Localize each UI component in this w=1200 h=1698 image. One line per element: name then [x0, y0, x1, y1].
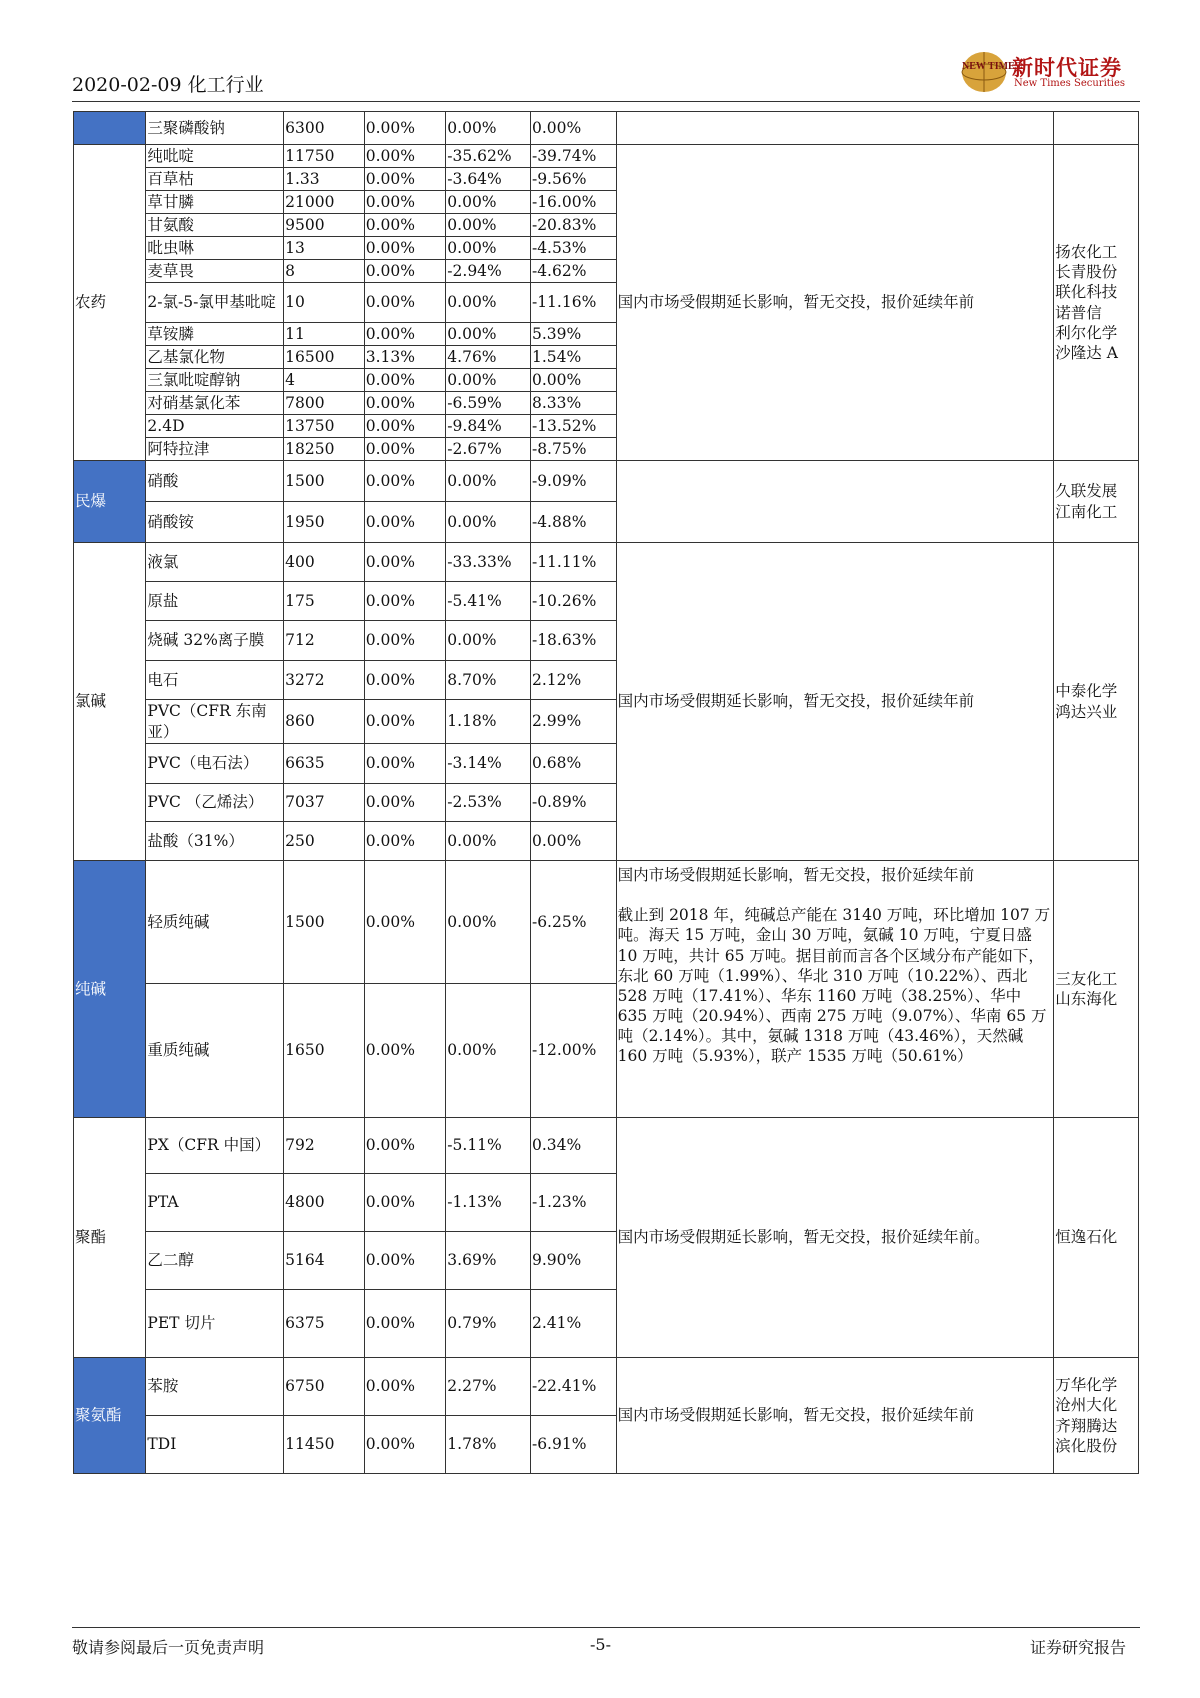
- price-cell: 792: [284, 1118, 365, 1174]
- product-cell: 乙基氯化物: [146, 346, 284, 369]
- product-cell: PVC（CFR 东南亚）: [146, 700, 284, 744]
- related-companies-cell: 三友化工 山东海化: [1054, 861, 1139, 1118]
- market-comment-cell: [616, 461, 1054, 543]
- price-cell: 16500: [284, 346, 365, 369]
- category-cell: [74, 112, 146, 145]
- year-change-cell: -22.41%: [530, 1358, 616, 1416]
- week-change-cell: 0.00%: [364, 582, 446, 621]
- month-change-cell: 0.00%: [446, 237, 531, 260]
- month-change-cell: -33.33%: [446, 543, 531, 582]
- product-cell: 麦草畏: [146, 260, 284, 283]
- category-cell: 聚酯: [74, 1118, 146, 1358]
- product-cell: 草甘膦: [146, 191, 284, 214]
- logo-globe-icon: [958, 50, 1021, 94]
- related-companies-cell: [1054, 112, 1139, 145]
- week-change-cell: 0.00%: [364, 543, 446, 582]
- product-cell: 2-氯-5-氯甲基吡啶: [146, 283, 284, 323]
- year-change-cell: -9.09%: [530, 461, 616, 502]
- year-change-cell: -4.62%: [530, 260, 616, 283]
- company-logo: [958, 50, 1138, 94]
- week-change-cell: 0.00%: [364, 984, 446, 1118]
- month-change-cell: -2.53%: [446, 784, 531, 822]
- product-cell: 百草枯: [146, 168, 284, 191]
- price-cell: 1950: [284, 502, 365, 543]
- product-cell: 纯吡啶: [146, 145, 284, 168]
- month-change-cell: 0.00%: [446, 822, 531, 861]
- product-cell: PVC（电石法）: [146, 744, 284, 784]
- month-change-cell: 0.00%: [446, 461, 531, 502]
- price-cell: 1500: [284, 461, 365, 502]
- price-cell: 6635: [284, 744, 365, 784]
- price-cell: 21000: [284, 191, 365, 214]
- related-companies-cell: 万华化学 沧州大化 齐翔腾达 滨化股份: [1054, 1358, 1139, 1474]
- year-change-cell: 0.34%: [530, 1118, 616, 1174]
- price-cell: 7800: [284, 392, 365, 415]
- week-change-cell: 0.00%: [364, 822, 446, 861]
- product-cell: 2.4D: [146, 415, 284, 438]
- year-change-cell: -6.25%: [530, 861, 616, 984]
- year-change-cell: -20.83%: [530, 214, 616, 237]
- price-cell: 4: [284, 369, 365, 392]
- product-cell: 三聚磷酸钠: [146, 112, 284, 145]
- month-change-cell: 2.27%: [446, 1358, 531, 1416]
- month-change-cell: 0.00%: [446, 323, 531, 346]
- month-change-cell: -3.14%: [446, 744, 531, 784]
- product-cell: 对硝基氯化苯: [146, 392, 284, 415]
- product-cell: 乙二醇: [146, 1232, 284, 1290]
- price-cell: 175: [284, 582, 365, 621]
- year-change-cell: -4.88%: [530, 502, 616, 543]
- year-change-cell: 0.68%: [530, 744, 616, 784]
- product-cell: 草铵膦: [146, 323, 284, 346]
- year-change-cell: -12.00%: [530, 984, 616, 1118]
- category-cell: 农药: [74, 145, 146, 461]
- header-divider: [72, 101, 1140, 102]
- month-change-cell: 0.00%: [446, 112, 531, 145]
- price-cell: 712: [284, 621, 365, 661]
- year-change-cell: -0.89%: [530, 784, 616, 822]
- month-change-cell: 0.00%: [446, 621, 531, 661]
- month-change-cell: 4.76%: [446, 346, 531, 369]
- table-row: [74, 543, 1139, 582]
- product-cell: 液氯: [146, 543, 284, 582]
- table-row: [74, 145, 1139, 168]
- month-change-cell: -1.13%: [446, 1174, 531, 1232]
- product-cell: 原盐: [146, 582, 284, 621]
- year-change-cell: 5.39%: [530, 323, 616, 346]
- price-cell: 9500: [284, 214, 365, 237]
- price-cell: 6300: [284, 112, 365, 145]
- month-change-cell: 8.70%: [446, 661, 531, 700]
- week-change-cell: 0.00%: [364, 323, 446, 346]
- related-companies-cell: 中泰化学 鸿达兴业: [1054, 543, 1139, 861]
- product-cell: 盐酸（31%）: [146, 822, 284, 861]
- product-cell: 苯胺: [146, 1358, 284, 1416]
- table-row: [74, 1118, 1139, 1174]
- price-cell: 250: [284, 822, 365, 861]
- week-change-cell: 0.00%: [364, 112, 446, 145]
- month-change-cell: -2.67%: [446, 438, 531, 461]
- logo-mark-text: NEW TIMES: [962, 61, 1021, 72]
- month-change-cell: 0.00%: [446, 861, 531, 984]
- price-cell: 13750: [284, 415, 365, 438]
- week-change-cell: 0.00%: [364, 1118, 446, 1174]
- week-change-cell: 0.00%: [364, 461, 446, 502]
- week-change-cell: 0.00%: [364, 237, 446, 260]
- week-change-cell: 0.00%: [364, 1416, 446, 1474]
- product-cell: 甘氨酸: [146, 214, 284, 237]
- page-number: -5-: [590, 1635, 611, 1654]
- year-change-cell: 2.99%: [530, 700, 616, 744]
- price-cell: 6375: [284, 1290, 365, 1358]
- week-change-cell: 0.00%: [364, 1232, 446, 1290]
- week-change-cell: 0.00%: [364, 1290, 446, 1358]
- table-row: [74, 112, 1139, 145]
- month-change-cell: 0.79%: [446, 1290, 531, 1358]
- month-change-cell: -5.41%: [446, 582, 531, 621]
- price-cell: 8: [284, 260, 365, 283]
- month-change-cell: 1.18%: [446, 700, 531, 744]
- product-cell: 硝酸: [146, 461, 284, 502]
- year-change-cell: 9.90%: [530, 1232, 616, 1290]
- product-cell: 三氯吡啶醇钠: [146, 369, 284, 392]
- price-cell: 4800: [284, 1174, 365, 1232]
- price-cell: 18250: [284, 438, 365, 461]
- price-cell: 7037: [284, 784, 365, 822]
- market-comment-cell: 国内市场受假期延长影响，暂无交投，报价延续年前: [616, 543, 1054, 861]
- week-change-cell: 0.00%: [364, 784, 446, 822]
- category-cell: 民爆: [74, 461, 146, 543]
- table-row: [74, 461, 1139, 502]
- product-cell: PX（CFR 中国）: [146, 1118, 284, 1174]
- month-change-cell: 3.69%: [446, 1232, 531, 1290]
- month-change-cell: 0.00%: [446, 502, 531, 543]
- market-comment-cell: 国内市场受假期延长影响，暂无交投，报价延续年前: [616, 1358, 1054, 1474]
- price-cell: 400: [284, 543, 365, 582]
- week-change-cell: 0.00%: [364, 392, 446, 415]
- product-cell: 吡虫啉: [146, 237, 284, 260]
- year-change-cell: 0.00%: [530, 112, 616, 145]
- year-change-cell: -18.63%: [530, 621, 616, 661]
- product-cell: PTA: [146, 1174, 284, 1232]
- month-change-cell: 0.00%: [446, 369, 531, 392]
- product-cell: 硝酸铵: [146, 502, 284, 543]
- product-cell: 重质纯碱: [146, 984, 284, 1118]
- related-companies-cell: 久联发展 江南化工: [1054, 461, 1139, 543]
- week-change-cell: 0.00%: [364, 438, 446, 461]
- product-cell: 电石: [146, 661, 284, 700]
- year-change-cell: -4.53%: [530, 237, 616, 260]
- week-change-cell: 0.00%: [364, 502, 446, 543]
- market-comment-cell: 国内市场受假期延长影响，暂无交投，报价延续年前。: [616, 1118, 1054, 1358]
- week-change-cell: 0.00%: [364, 260, 446, 283]
- week-change-cell: 0.00%: [364, 1174, 446, 1232]
- month-change-cell: -5.11%: [446, 1118, 531, 1174]
- footer-divider: [72, 1627, 1140, 1628]
- week-change-cell: 0.00%: [364, 369, 446, 392]
- product-cell: 烧碱 32%离子膜: [146, 621, 284, 661]
- product-cell: TDI: [146, 1416, 284, 1474]
- market-comment-cell: [616, 112, 1054, 145]
- year-change-cell: -1.23%: [530, 1174, 616, 1232]
- week-change-cell: 0.00%: [364, 744, 446, 784]
- month-change-cell: 0.00%: [446, 984, 531, 1118]
- table-row: [74, 861, 1139, 984]
- year-change-cell: -10.26%: [530, 582, 616, 621]
- month-change-cell: 1.78%: [446, 1416, 531, 1474]
- price-cell: 1650: [284, 984, 365, 1118]
- header-date-title: 2020-02-09 化工行业: [72, 74, 264, 96]
- year-change-cell: 0.00%: [530, 369, 616, 392]
- price-cell: 1.33: [284, 168, 365, 191]
- week-change-cell: 0.00%: [364, 283, 446, 323]
- year-change-cell: 1.54%: [530, 346, 616, 369]
- footer-report-type: 证券研究报告: [1030, 1638, 1127, 1657]
- month-change-cell: 0.00%: [446, 283, 531, 323]
- year-change-cell: -39.74%: [530, 145, 616, 168]
- related-companies-cell: 恒逸石化: [1054, 1118, 1139, 1358]
- price-cell: 5164: [284, 1232, 365, 1290]
- category-cell: 聚氨酯: [74, 1358, 146, 1474]
- market-comment-cell: 国内市场受假期延长影响，暂无交投，报价延续年前: [616, 145, 1054, 461]
- month-change-cell: -6.59%: [446, 392, 531, 415]
- related-companies-cell: 扬农化工 长青股份 联化科技 诺普信 利尔化学 沙隆达 A: [1054, 145, 1139, 461]
- footer-disclaimer: 敬请参阅最后一页免责声明: [72, 1638, 265, 1657]
- logo-english-name: New Times Securities: [1014, 78, 1126, 89]
- price-cell: 11750: [284, 145, 365, 168]
- price-cell: 11450: [284, 1416, 365, 1474]
- year-change-cell: 0.00%: [530, 822, 616, 861]
- month-change-cell: 0.00%: [446, 191, 531, 214]
- category-cell: 纯碱: [74, 861, 146, 1118]
- week-change-cell: 3.13%: [364, 346, 446, 369]
- price-cell: 3272: [284, 661, 365, 700]
- year-change-cell: -13.52%: [530, 415, 616, 438]
- product-cell: PET 切片: [146, 1290, 284, 1358]
- product-cell: 阿特拉津: [146, 438, 284, 461]
- month-change-cell: 0.00%: [446, 214, 531, 237]
- year-change-cell: -11.16%: [530, 283, 616, 323]
- week-change-cell: 0.00%: [364, 214, 446, 237]
- year-change-cell: 2.41%: [530, 1290, 616, 1358]
- year-change-cell: -11.11%: [530, 543, 616, 582]
- week-change-cell: 0.00%: [364, 168, 446, 191]
- product-cell: PVC （乙烯法）: [146, 784, 284, 822]
- table-row: [74, 1358, 1139, 1416]
- product-cell: 轻质纯碱: [146, 861, 284, 984]
- year-change-cell: -6.91%: [530, 1416, 616, 1474]
- month-change-cell: -35.62%: [446, 145, 531, 168]
- market-comment-cell: 国内市场受假期延长影响，暂无交投，报价延续年前 截止到 2018 年，纯碱总产能在 3140 万吨，环比增加 107 万吨。海天 15 万吨，金山 30 万吨，氨碱 10 万吨，宁夏日盛 10 万吨，共计 65 万吨。据目前而言各个区域分布产能如下，东北 60 万吨（1.99%）、华北 310 万吨（10.22%）、西北 528 万吨（17.41%）、华东 1160 万吨（38.25%）、华中 635 万吨（20.94%）、西南 275 万吨（9.07%）、华南 65 万吨（2.14%）。其中，氨碱 1318 万吨（43.46%），天然碱 160 万吨（5.93%），联产 1535 万吨（50.61%）: [616, 861, 1054, 1118]
- price-cell: 10: [284, 283, 365, 323]
- month-change-cell: -3.64%: [446, 168, 531, 191]
- week-change-cell: 0.00%: [364, 1358, 446, 1416]
- year-change-cell: -9.56%: [530, 168, 616, 191]
- week-change-cell: 0.00%: [364, 661, 446, 700]
- price-cell: 6750: [284, 1358, 365, 1416]
- month-change-cell: -2.94%: [446, 260, 531, 283]
- year-change-cell: 8.33%: [530, 392, 616, 415]
- price-cell: 860: [284, 700, 365, 744]
- year-change-cell: 2.12%: [530, 661, 616, 700]
- category-cell: 氯碱: [74, 543, 146, 861]
- price-cell: 1500: [284, 861, 365, 984]
- price-table: [73, 111, 1139, 1474]
- week-change-cell: 0.00%: [364, 191, 446, 214]
- month-change-cell: -9.84%: [446, 415, 531, 438]
- price-cell: 13: [284, 237, 365, 260]
- week-change-cell: 0.00%: [364, 700, 446, 744]
- week-change-cell: 0.00%: [364, 145, 446, 168]
- week-change-cell: 0.00%: [364, 861, 446, 984]
- price-cell: 11: [284, 323, 365, 346]
- week-change-cell: 0.00%: [364, 621, 446, 661]
- year-change-cell: -8.75%: [530, 438, 616, 461]
- logo-chinese-name: 新时代证券: [1012, 55, 1122, 80]
- year-change-cell: -16.00%: [530, 191, 616, 214]
- week-change-cell: 0.00%: [364, 415, 446, 438]
